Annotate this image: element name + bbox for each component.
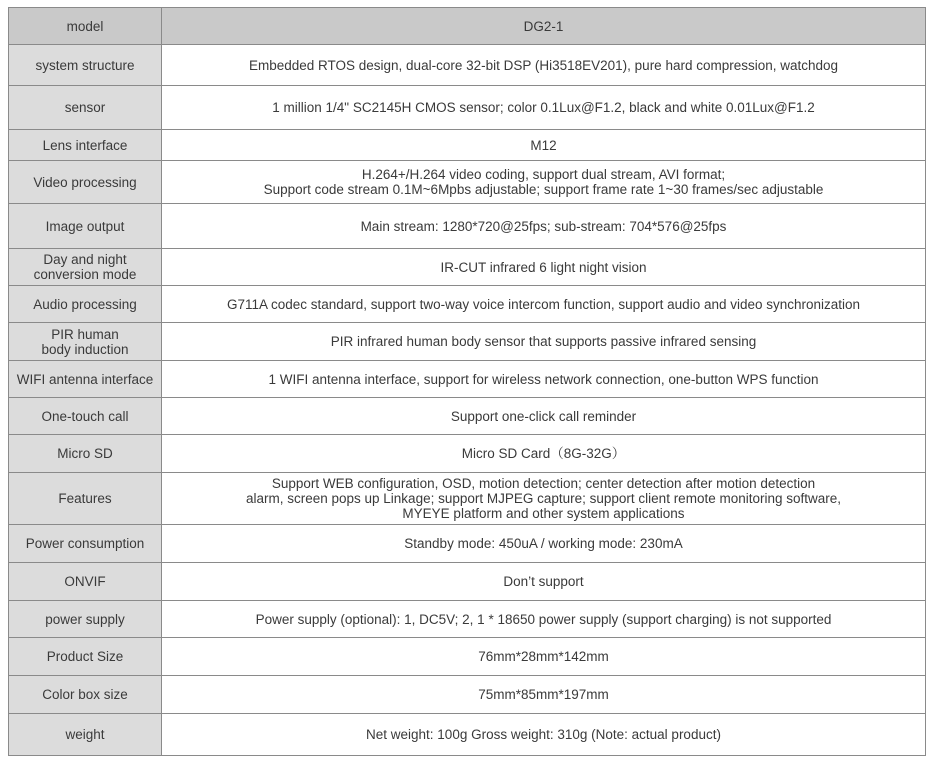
spec-label: weight <box>9 714 162 756</box>
spec-value <box>162 361 926 398</box>
spec-row <box>9 8 926 45</box>
spec-value-line: Net weight: 100g Gross weight: 310g (Note: actual product) <box>366 727 721 742</box>
spec-value <box>162 161 926 204</box>
spec-label: sensor <box>9 86 162 130</box>
spec-value-line: Standby mode: 450uA / working mode: 230mA <box>404 536 683 551</box>
spec-value-line: DG2-1 <box>523 18 564 34</box>
spec-label: model <box>9 8 162 45</box>
spec-label: Video processing <box>9 161 162 204</box>
spec-value <box>162 86 926 130</box>
spec-row <box>9 45 926 86</box>
spec-value <box>162 473 926 525</box>
spec-value-line: Embedded RTOS design, dual-core 32-bit DSP (Hi3518EV201), pure hard compression, watchdog <box>248 57 839 73</box>
spec-row <box>9 714 926 756</box>
spec-row <box>9 398 926 435</box>
spec-table <box>8 7 926 756</box>
spec-row <box>9 161 926 204</box>
spec-table-body <box>9 8 926 756</box>
spec-row <box>9 601 926 638</box>
spec-row <box>9 86 926 130</box>
spec-value-line: Support WEB configuration, OSD, motion detection; center detection after motion detection <box>271 476 816 491</box>
spec-value-line: 75mm*85mm*197mm <box>478 687 609 702</box>
spec-label: ONVIF <box>9 563 162 601</box>
spec-row <box>9 130 926 161</box>
spec-row <box>9 249 926 286</box>
spec-label: WIFI antenna interface <box>9 361 162 398</box>
spec-label <box>9 249 162 286</box>
spec-label-line: PIR human <box>51 326 119 342</box>
spec-value <box>162 601 926 638</box>
spec-label-line: Day and night <box>43 252 127 267</box>
spec-value-line: G711A codec standard, support two-way voice intercom function, support audio and video synchronization <box>226 296 861 312</box>
spec-label: Image output <box>9 204 162 249</box>
spec-row <box>9 525 926 563</box>
spec-value-line: Support one-click call reminder <box>450 408 637 424</box>
spec-value-line: Main stream: 1280*720@25fps; sub-stream: 704*576@25fps <box>360 218 727 234</box>
spec-label-line: body induction <box>41 341 129 357</box>
spec-label: Color box size <box>9 676 162 714</box>
spec-label: Features <box>9 473 162 525</box>
spec-row <box>9 204 926 249</box>
spec-label-line: conversion mode <box>33 267 137 282</box>
spec-value-line: MYEYE platform and other system applications <box>402 506 685 521</box>
spec-label: Product Size <box>9 638 162 676</box>
spec-label: Micro SD <box>9 435 162 473</box>
spec-row <box>9 563 926 601</box>
spec-value-line: alarm, screen pops up Linkage; support MJPEG capture; support client remote monitoring software, <box>245 491 842 506</box>
spec-value <box>162 676 926 714</box>
spec-label: Lens interface <box>9 130 162 161</box>
spec-value <box>162 398 926 435</box>
spec-row <box>9 676 926 714</box>
spec-value <box>162 714 926 756</box>
spec-value <box>162 323 926 361</box>
spec-value-line: H.264+/H.264 video coding, support dual stream, AVI format; <box>361 167 726 182</box>
spec-value-line: 76mm*28mm*142mm <box>478 649 609 664</box>
spec-value-line: Support code stream 0.1M~6Mpbs adjustable; support frame rate 1~30 frames/sec adjustable <box>263 182 824 197</box>
spec-value-line: M12 <box>530 137 557 153</box>
spec-value <box>162 249 926 286</box>
spec-row <box>9 473 926 525</box>
spec-value-line: 1 million 1/4" SC2145H CMOS sensor; color 0.1Lux@F1.2, black and white 0.01Lux@F1.2 <box>272 100 815 115</box>
spec-value-line: Micro SD Card（8G-32G） <box>461 446 626 461</box>
spec-value <box>162 8 926 45</box>
spec-row <box>9 323 926 361</box>
spec-label: One-touch call <box>9 398 162 435</box>
spec-row <box>9 361 926 398</box>
spec-row <box>9 286 926 323</box>
spec-label <box>9 323 162 361</box>
spec-value <box>162 130 926 161</box>
spec-value-line: Power supply (optional): 1, DC5V; 2, 1 * 18650 power supply (support charging) is not supported <box>255 611 832 627</box>
spec-value-line: Don’t support <box>503 574 584 589</box>
spec-value <box>162 638 926 676</box>
spec-label: power supply <box>9 601 162 638</box>
spec-value-line: 1 WIFI antenna interface, support for wireless network connection, one-button WPS function <box>268 371 819 387</box>
spec-value-line: PIR infrared human body sensor that supports passive infrared sensing <box>330 334 757 349</box>
spec-label: Power consumption <box>9 525 162 563</box>
spec-value <box>162 286 926 323</box>
spec-label: system structure <box>9 45 162 86</box>
spec-row <box>9 435 926 473</box>
spec-row <box>9 638 926 676</box>
spec-value <box>162 45 926 86</box>
spec-label: Audio processing <box>9 286 162 323</box>
spec-value <box>162 563 926 601</box>
spec-value <box>162 525 926 563</box>
spec-value <box>162 435 926 473</box>
spec-value-line: IR-CUT infrared 6 light night vision <box>440 259 647 275</box>
spec-value <box>162 204 926 249</box>
